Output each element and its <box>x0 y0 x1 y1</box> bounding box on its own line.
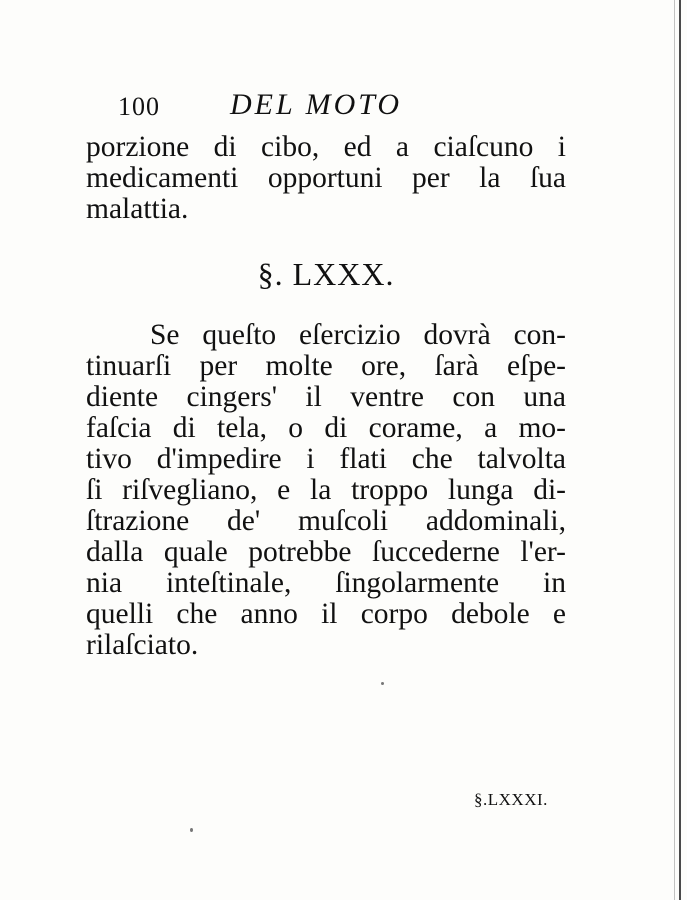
text-line: tinuarſi per molte ore, ſarà eſpe- <box>86 350 566 382</box>
catchword: §.LXXXI. <box>474 790 548 809</box>
text-line: dalla quale potrebbe ſuccederne l'er- <box>86 536 566 568</box>
section-heading: §. LXXX. <box>257 256 395 292</box>
page-header <box>118 88 538 128</box>
text-line: ſi riſvegliano, e la troppo lunga di- <box>86 474 566 506</box>
text-line: tivo d'impedire i flati che talvolta <box>86 443 566 475</box>
paper-speck <box>381 682 384 685</box>
text-line: Se queſto eſercizio dovrà con- <box>150 319 566 351</box>
text-line: malattia. <box>86 193 189 225</box>
text-line: nia inteſtinale, ſingolarmente in <box>86 567 566 599</box>
text-line: ſtrazione de' muſcoli addominali, <box>86 505 566 537</box>
text-line: rilaſciato. <box>86 629 199 661</box>
paper-speck <box>190 828 193 832</box>
section-paragraph <box>86 320 566 661</box>
running-head: DEL MOTO <box>230 88 403 121</box>
page-edge-shadow <box>679 0 681 900</box>
text-line: diente cingers' il ventre con una <box>86 381 566 413</box>
page-number: 100 <box>118 92 160 121</box>
text-line: porzione di cibo, ed a ciaſcuno i <box>86 131 566 163</box>
page-edge-line <box>674 0 675 900</box>
text-line: medicamenti opportuni per la ſua <box>86 162 566 194</box>
continued-paragraph <box>86 132 566 225</box>
text-line: faſcia di tela, o di corame, a mo- <box>86 412 566 444</box>
text-line: quelli che anno il corpo debole e <box>86 598 566 630</box>
